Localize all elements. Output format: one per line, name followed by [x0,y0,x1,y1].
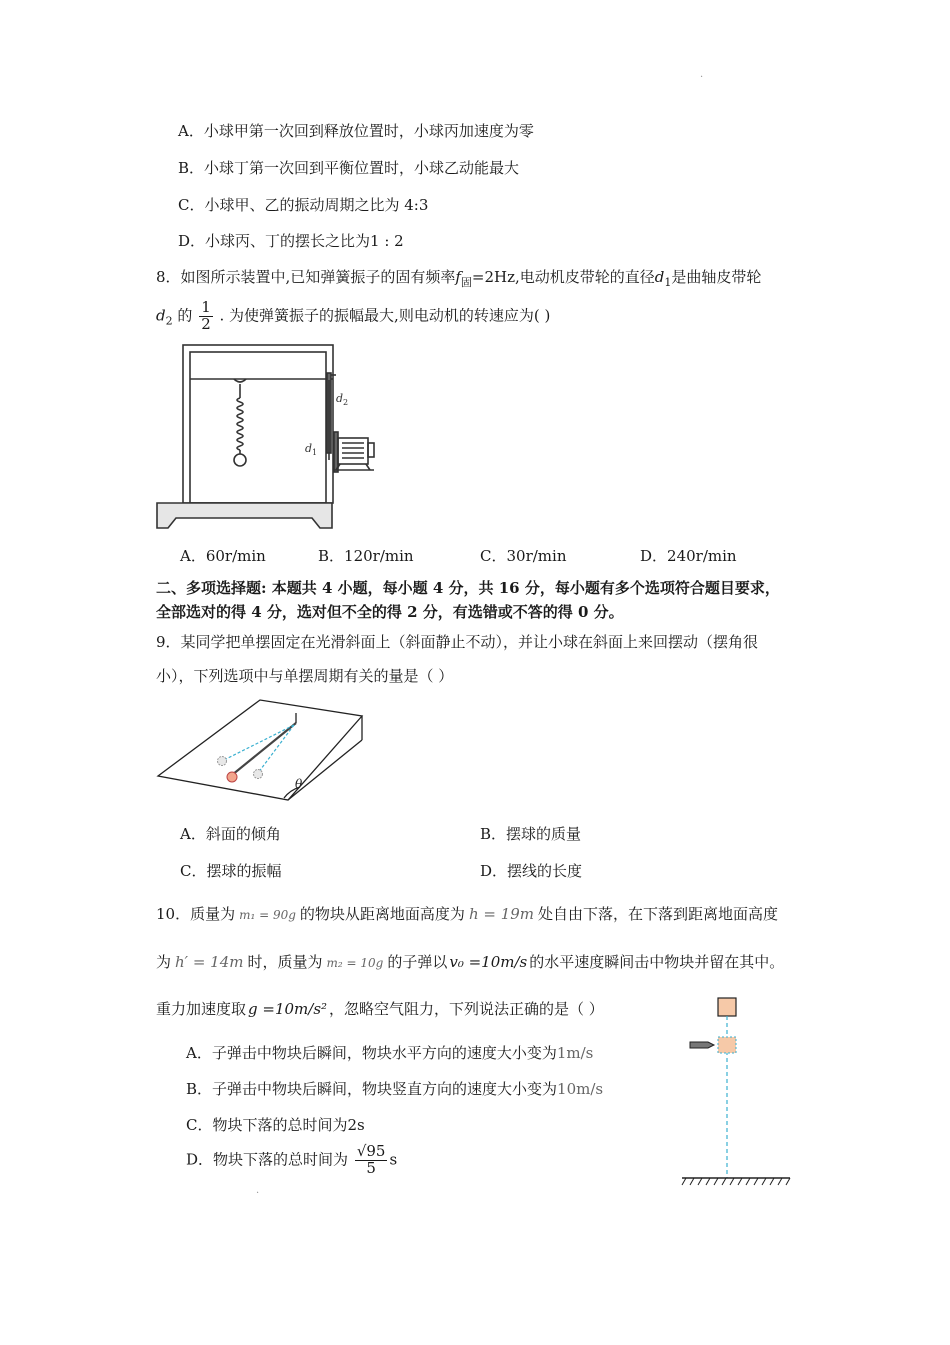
incline-pendulum-figure [150,695,370,810]
spring-motor-apparatus-figure [150,340,390,535]
falling-block-figure [680,992,795,1192]
q10-option-b: B．子弹击中物块后瞬间，物块竖直方向的速度大小变为10m/s [186,1080,604,1098]
q8-option-c: C．30r/min [480,547,567,565]
q9-option-b: B．摆球的质量 [480,825,582,843]
label-d2: d [336,392,344,405]
q10-option-d: D．物块下落的总时间为 $\frac{√95}{5}$ s [186,1142,398,1177]
q7-option-d: D．小球丙、丁的摆长之比为1 : 2 [178,232,404,250]
q9-option-a: A．斜面的倾角 [180,825,281,843]
section2-header-line2: 全部选对的得 4 分，选对但不全的得 2 分，有选错或不答的得 0 分。 [156,603,624,621]
q7-option-c: C．小球甲、乙的振动周期之比为 4:3 [178,196,429,214]
q8-stem-line2: $d_2$ 的 $\frac{1}{2}$ . 为使弹簧振子的振幅最大,则电动机的转速应为( ) [156,298,551,333]
q10-stem-line3: 重力加速度取 g =10m/s² ，忽略空气阻力，下列说法正确的是（ ） [156,1000,604,1018]
svg-text:2: 2 [343,398,349,407]
q9-stem-line1: 9．某同学把单摆固定在光滑斜面上（斜面静止不动），并让小球在斜面上来回摆动（摆角很 [156,633,759,651]
theta-label: θ [295,777,303,791]
q8-option-b: B．120r/min [318,547,414,565]
q10-stem-line1: 10．质量为 m₁ = 90g 的物块从距离地面高度为 h = 19m 处自由下落，在下落到距离地面高度 [156,905,779,923]
q10-stem-line2: 为 h′ = 14m 时，质量为 m₂ = 10g 的子弹以 v₀ =10m/s 的水平速度瞬间击中物块并留在其中。 [156,953,785,971]
page-mark: · [700,72,704,83]
fraction-one-half: $\frac{1}{2}$ [201,298,211,333]
q8-option-a: A．60r/min [180,547,266,565]
q9-option-d: D．摆线的长度 [480,862,583,880]
q8-option-d: D．240r/min [640,547,737,565]
q7-option-a: A．小球甲第一次回到释放位置时，小球丙加速度为零 [178,122,534,140]
label-d1: d [305,442,313,455]
q10-option-c: C．物块下落的总时间为2s [186,1116,365,1134]
q10-option-a: A．子弹击中物块后瞬间，物块水平方向的速度大小变为1m/s [186,1044,594,1062]
fraction-sqrt95-over-5: $\frac{√95}{5}$ [356,1142,386,1177]
q7-option-b: B．小球丁第一次回到平衡位置时，小球乙动能最大 [178,159,520,177]
section2-header-line1: 二、多项选择题: 本题共 4 小题，每小题 4 分，共 16 分，每小题有多个选项符合题目要求， [156,579,780,597]
q8-stem-line1: 8．如图所示装置中,已知弹簧振子的固有频率$f_固=2Hz$,电动机皮带轮的直径$d_1$是曲轴皮带轮 [156,268,762,289]
svg-text:1: 1 [312,448,318,457]
q9-option-c: C．摆球的振幅 [180,862,282,880]
bottom-mark: · [256,1188,260,1199]
q9-stem-line2: 小），下列选项中与单摆周期有关的量是（ ） [156,667,454,685]
